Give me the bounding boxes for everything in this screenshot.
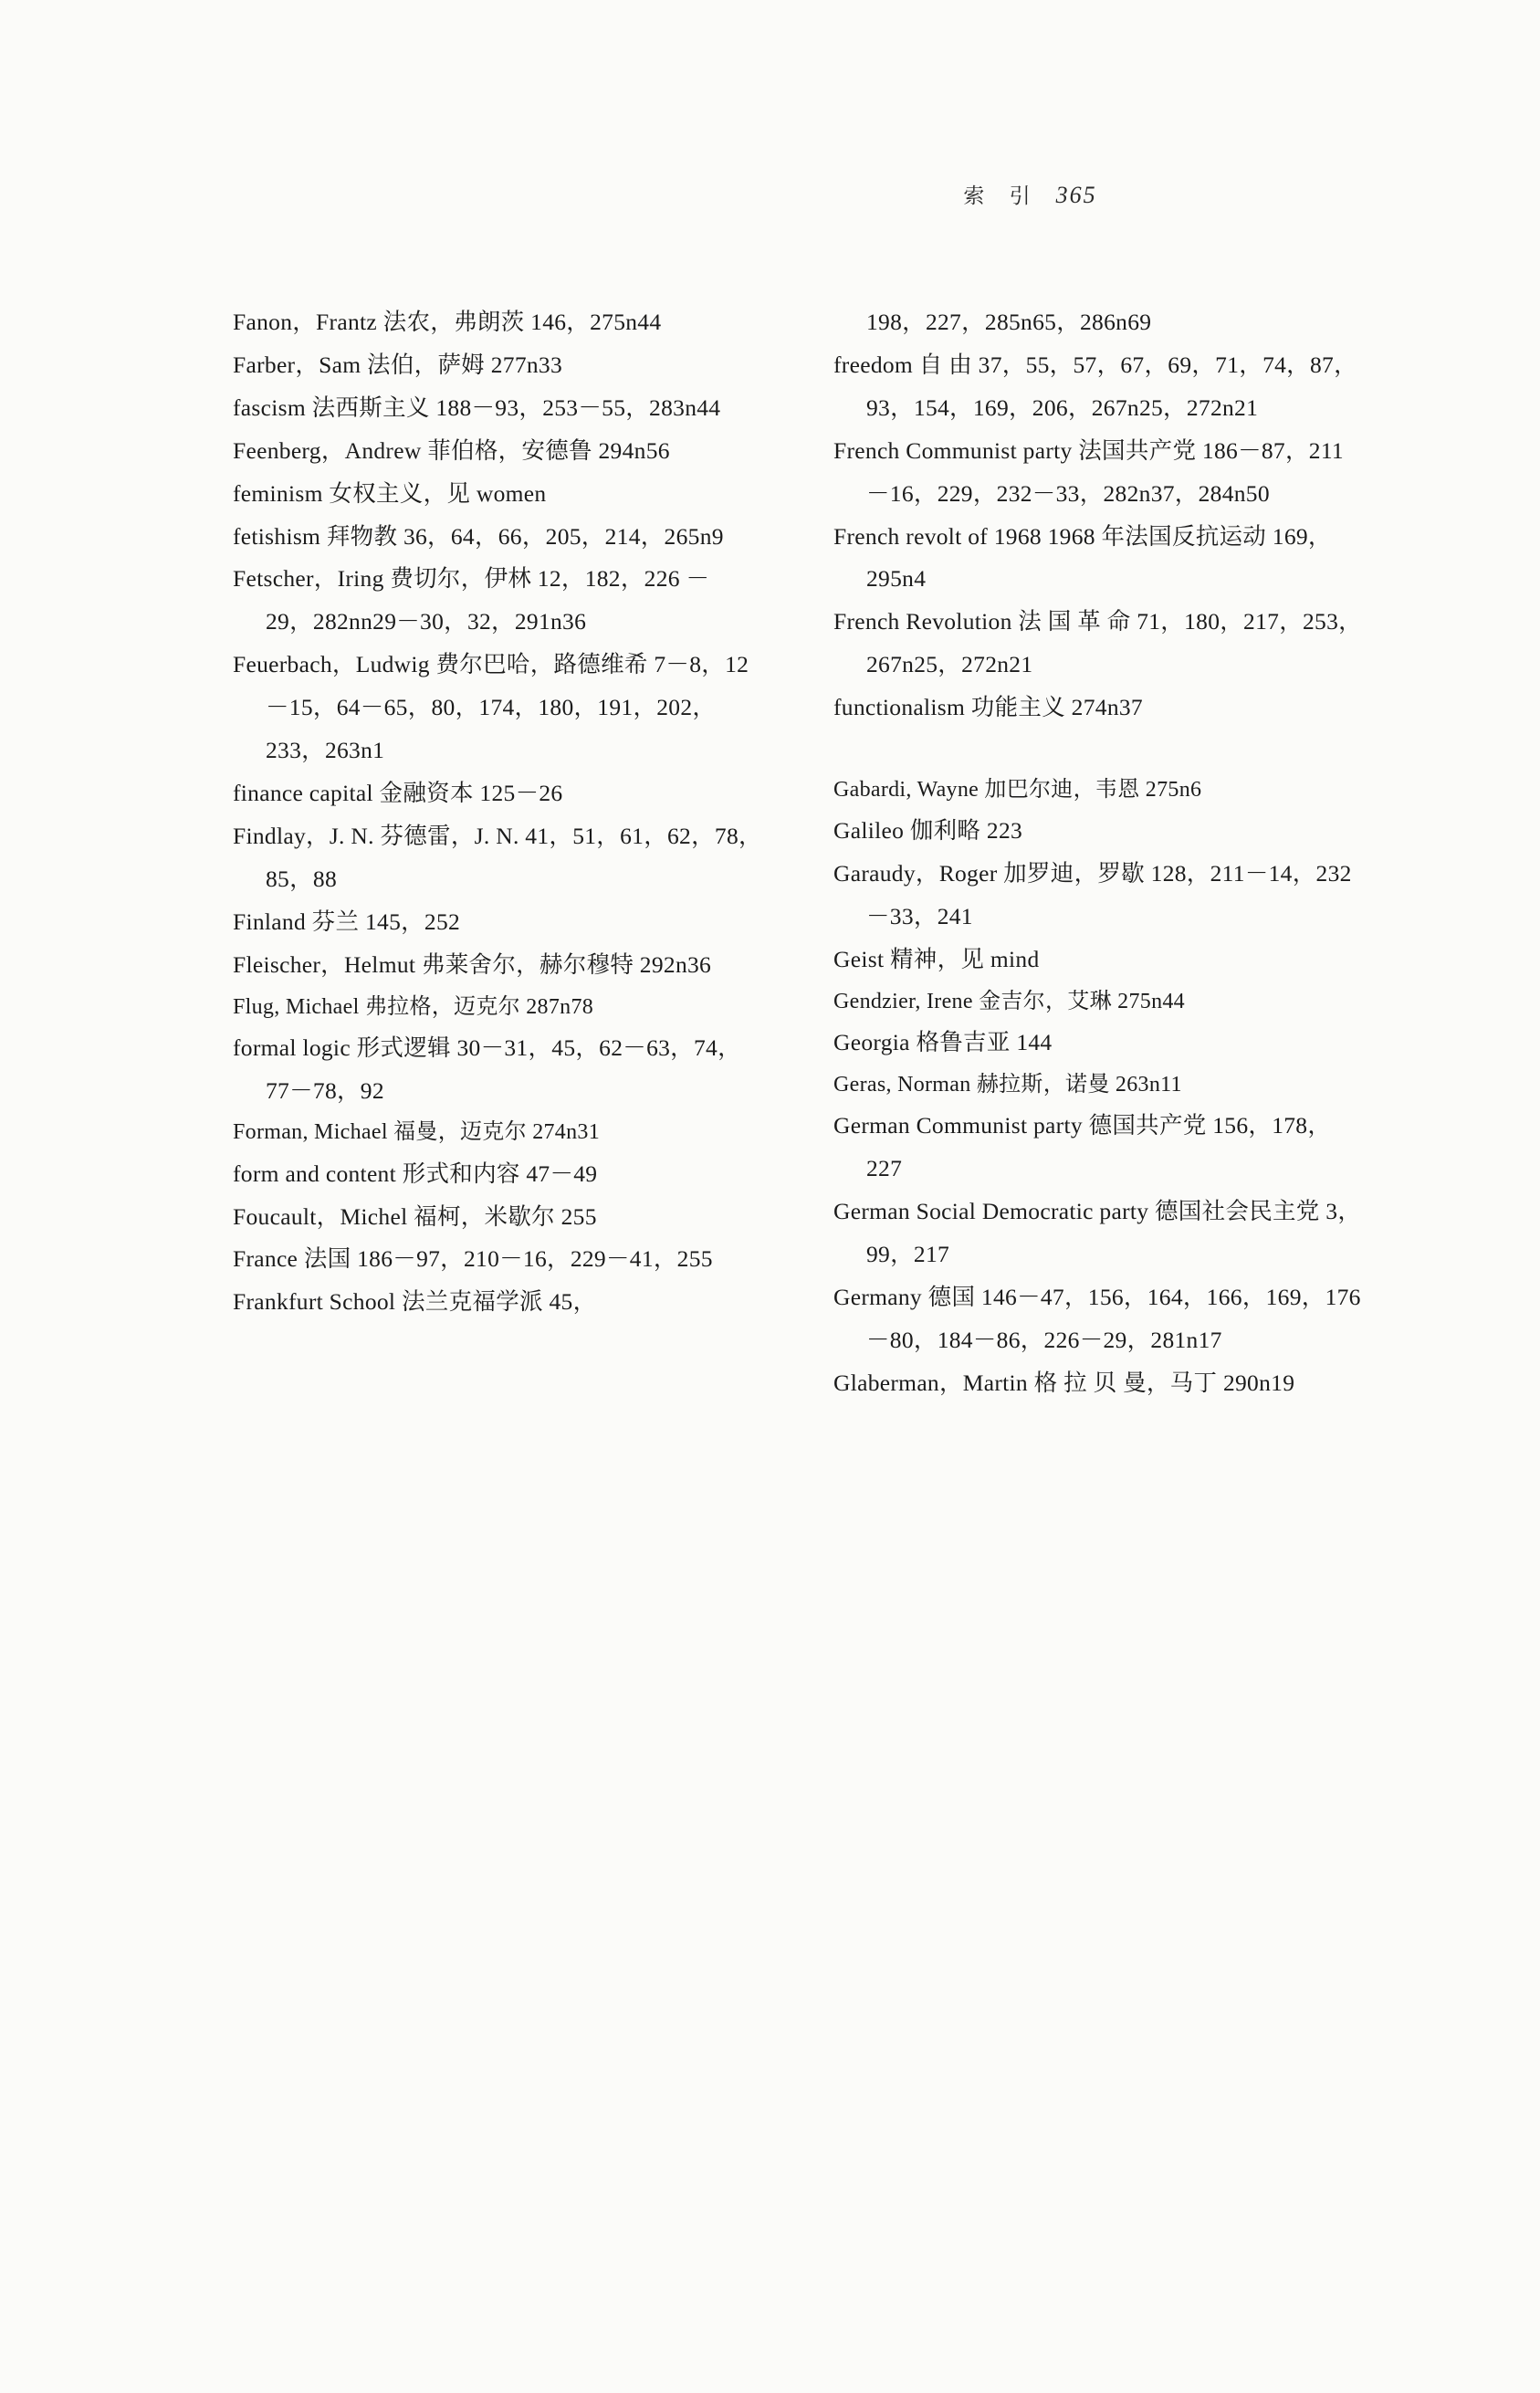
index-entry: Findlay，J. N. 芬德雷，J. N. 41，51，61，62，78，85，88 (233, 822, 762, 892)
page-header-label: 索 引 (963, 184, 1040, 208)
index-entry: fascism 法西斯主义 188－93，253－55，283n44 (233, 394, 721, 421)
index-entry: Finland 芬兰 145，252 (233, 908, 461, 935)
index-entry: Farber，Sam 法伯，萨姆 277n33 (233, 351, 563, 378)
index-entry: Germany 德国 146－47，156，164，166，169，176－80，184－86，226－29，281n17 (833, 1283, 1361, 1353)
index-entry: feminism 女权主义，见 women (233, 479, 547, 507)
index-entry: French Revolution 法 国 革 命 71，180，217，253，267n25，272n21 (833, 608, 1362, 678)
index-entry: Fleischer，Helmut 弗莱舍尔，赫尔穆特 292n36 (233, 950, 712, 978)
index-entry: France 法国 186－97，210－16，229－41，255 (233, 1245, 713, 1273)
index-entry: Garaudy，Roger 加罗迪，罗歇 128，211－14，232－33，241 (833, 860, 1352, 930)
section-gap (833, 729, 1363, 770)
index-entry: Feuerbach，Ludwig 费尔巴哈，路德维希 7－8，12－15，64－65，80，174，180，191，202，233，263n1 (233, 651, 749, 764)
index-entry: Geras, Norman 赫拉斯，诺曼 263n11 (833, 1072, 1182, 1097)
index-column-right (833, 301, 1363, 1404)
index-entry-continuation: 198，227，285n65，286n69 (866, 309, 1152, 335)
index-entry: Fetscher，Iring 费切尔，伊林 12，182，226 － 29，282nn29－30，32，291n36 (233, 565, 710, 635)
index-entry: French Communist party 法国共产党 186－87，211－16，229，232－33，282n37，284n50 (833, 436, 1344, 507)
index-entry: finance capital 金融资本 125－26 (233, 779, 563, 806)
page-header (0, 179, 1540, 209)
index-columns (233, 301, 1365, 1404)
index-entry: freedom 自 由 37，55，57，67，69，71，74，87，93，154，169，206，267n25，272n21 (833, 351, 1357, 421)
index-entry: Flug, Michael 弗拉格，迈克尔 287n78 (233, 994, 594, 1019)
index-entry: fetishism 拜物教 36，64，66，205，214，265n9 (233, 522, 724, 550)
index-entry: Gabardi, Wayne 加巴尔迪，韦恩 275n6 (833, 778, 1202, 803)
page-number: 365 (1055, 182, 1097, 208)
index-entry: Gendzier, Irene 金吉尔，艾琳 275n44 (833, 989, 1185, 1013)
index-entry: German Communist party 德国共产党 156，178，227 (833, 1112, 1332, 1181)
index-entry: functionalism 功能主义 274n37 (833, 694, 1143, 721)
index-entry: Georgia 格鲁吉亚 144 (833, 1029, 1053, 1055)
index-entry: formal logic 形式逻辑 30－31，45，62－63，74，77－78，92 (233, 1034, 741, 1104)
index-entry: Feenberg，Andrew 菲伯格，安德鲁 294n56 (233, 436, 670, 464)
index-entry: Fanon，Frantz 法农，弗朗茨 146，275n44 (233, 309, 662, 335)
index-entry: Geist 精神，见 mind (833, 945, 1040, 972)
index-entry: Forman, Michael 福曼，迈克尔 274n31 (233, 1120, 600, 1145)
index-entry: French revolt of 1968 1968 年法国反抗运动 169，295n4 (833, 522, 1332, 593)
index-entry: Galileo 伽利略 223 (833, 817, 1023, 845)
index-entry: German Social Democratic party 德国社会民主党 3，99，217 (833, 1197, 1362, 1267)
index-entry: Foucault，Michel 福柯，米歇尔 255 (233, 1202, 597, 1230)
index-entry: form and content 形式和内容 47－49 (233, 1160, 598, 1187)
index-entry: Frankfurt School 法兰克福学派 45， (233, 1288, 597, 1316)
index-entry: Glaberman，Martin 格 拉 贝 曼，马丁 290n19 (833, 1369, 1295, 1396)
index-column-left (233, 301, 762, 1404)
